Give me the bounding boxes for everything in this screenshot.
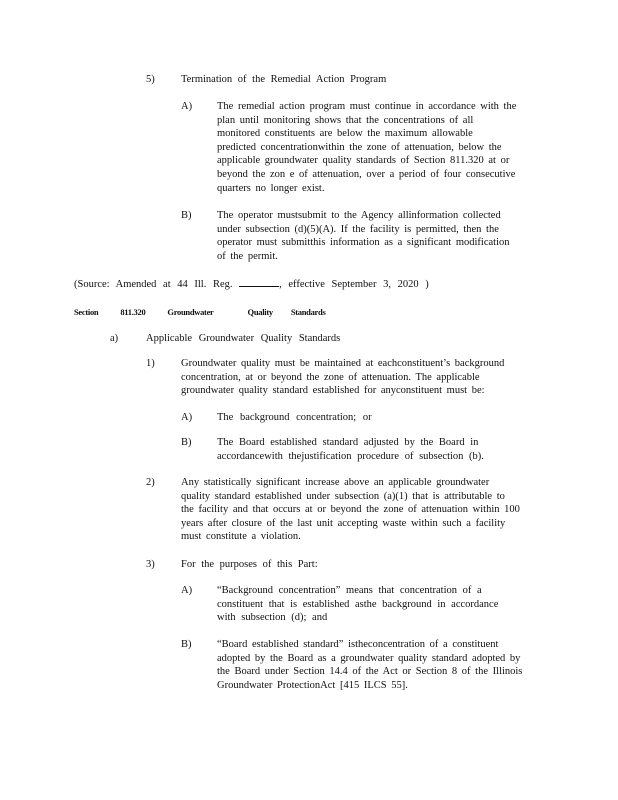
item-text: Groundwater quality must be maintained at eachconstituent’s background concentration, at or beyond the zone of attenuation. The applicable groundwater quality standard established for anyconstituent must be:	[181, 358, 505, 397]
item-text: “Board established standard” istheconcentration of a constituent adopted by the Board as a groundwater quality standard adopted by the Board under Section 14.4 of the Act or Section 8 of the Illinois Groundwater ProtectionAct [415 ILCS 55].	[217, 639, 523, 691]
item-text: The Board established standard adjusted by the Board in accordancewith thejustification procedure of subsection (b).	[217, 437, 484, 462]
source-note-text: (Source: Amended at 44 Ill. Reg.	[74, 279, 233, 290]
item-label: B)	[181, 210, 192, 221]
item-label: B)	[181, 639, 192, 650]
item-text: “Background concentration” means that concentration of a constituent that is established asthe background in accordance with subsection (d); and	[217, 585, 499, 624]
heading-word: Groundwater	[167, 307, 214, 317]
item-label: A)	[181, 101, 193, 112]
section-heading	[74, 306, 347, 318]
item-label: a)	[110, 333, 119, 344]
item-label: A)	[181, 585, 193, 596]
heading-word: 811.320	[120, 307, 146, 317]
source-note	[74, 277, 429, 292]
item-label: B)	[181, 437, 192, 448]
heading-word: Quality	[247, 307, 273, 317]
heading-word: Standards	[290, 307, 326, 317]
item-text: The background concentration; or	[217, 412, 372, 423]
source-note-date: , effective September 3, 2020 )	[279, 279, 429, 290]
item-text: Applicable Groundwater Quality Standards	[146, 333, 341, 344]
item-text: Termination of the Remedial Action Program	[181, 74, 387, 85]
item-label: A)	[181, 412, 193, 423]
item-text: For the purposes of this Part:	[181, 559, 318, 570]
blank-line	[239, 277, 279, 287]
heading-word: Section	[74, 307, 99, 317]
item-label: 5)	[146, 74, 155, 85]
item-label: 1)	[146, 358, 155, 369]
item-text: The operator mustsubmit to the Agency allinformation collected under subsection (d)(5)(A). If the facility is permitted, then the operator must submitthis information as a significant modification of the permit.	[217, 210, 510, 262]
item-label: 3)	[146, 559, 155, 570]
item-label: 2)	[146, 477, 155, 488]
item-text: Any statistically significant increase above an applicable groundwater quality standard established under subsection (a)(1) that is attributable to the facility and that occurs at or beyond the zone of attenuation within 100 years after closure of the last unit accepting waste within such a facility must constitute a violation.	[181, 477, 520, 543]
item-text: The remedial action program must continue in accordance with the plan until monitoring shows that the concentrations of all monitored constituents are below the maximum allowable predicted concentrationwithin the zone of attenuation, below the applicable groundwater quality standards of Section 811.320 at or beyond the zon e of attenuation, over a period of four consecutive quarters no longer exist.	[217, 101, 517, 194]
